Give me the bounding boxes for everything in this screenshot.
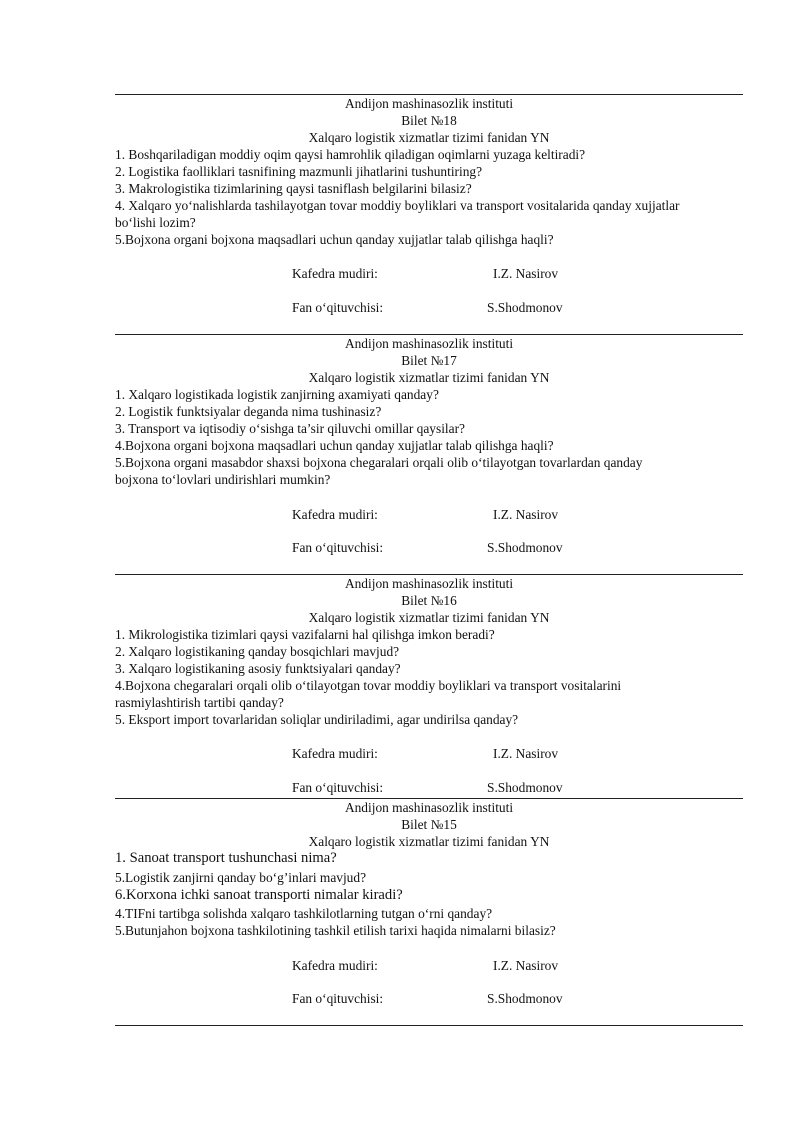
teacher-label: Fan o‘qituvchisi: [292,540,384,555]
teacher-name: S.Shodmonov [487,540,563,555]
teacher-name: S.Shodmonov [487,991,563,1006]
question-line: 5.Bojxona organi masabdor shaxsi bojxona chegaralari orqali olib o‘tilayotgan tovarlardan qanday [115,455,643,470]
question-line: 1. Sanoat transport tushunchasi nima? [115,850,337,866]
question-line: 1. Xalqaro logistikada logistik zanjirning axamiyati qanday? [115,387,439,402]
head-of-department-name: I.Z. Nasirov [493,746,559,761]
question-line: 3. Xalqaro logistikaning asosiy funktsiyalari qanday? [115,661,401,676]
question-line: 3. Makrologistika tizimlarining qaysi tasniflash belgilarini bilasiz? [115,181,472,196]
head-of-department-name: I.Z. Nasirov [493,507,559,522]
institute-name: Andijon mashinasozlik instituti [344,336,514,351]
ticket-separator [115,1025,743,1026]
ticket-number: Bilet №16 [401,593,457,608]
head-of-department-label: Kafedra mudiri: [292,266,378,281]
institute-name: Andijon mashinasozlik instituti [344,576,514,591]
head-of-department-name: I.Z. Nasirov [493,958,559,973]
question-line: 3. Transport va iqtisodiy o‘sishga ta’sir qiluvchi omillar qaysilar? [115,421,465,436]
question-line: 2. Logistik funktsiyalar deganda nima tushinasiz? [115,404,382,419]
teacher-label: Fan o‘qituvchisi: [292,300,384,315]
question-line: 5.Logistik zanjirni qanday bo‘g’inlari mavjud? [115,870,367,885]
teacher-label: Fan o‘qituvchisi: [292,991,384,1006]
question-line: 2. Logistika faolliklari tasnifining mazmunli jihatlarini tushuntiring? [115,164,483,179]
question-line: 1. Boshqariladigan moddiy oqim qaysi hamrohlik qiladigan oqimlarni yuzaga keltiradi? [115,147,586,162]
question-line: bo‘lishi lozim? [115,215,196,230]
question-line: 4.TIFni tartibga solishda xalqaro tashkilotlarning tutgan o‘rni qanday? [115,906,493,921]
question-line: rasmiylashtirish tartibi qanday? [115,695,284,710]
institute-name: Andijon mashinasozlik instituti [344,96,514,111]
subject-title: Xalqaro logistik xizmatlar tizimi fanidan YN [308,130,550,145]
question-line: 6.Korxona ichki sanoat transporti nimalar kiradi? [115,887,403,903]
question-line: 1. Mikrologistika tizimlari qaysi vazifalarni hal qilishga imkon beradi? [115,627,495,642]
question-line: 5. Eksport import tovarlaridan soliqlar undiriladimi, agar undirilsa qanday? [115,712,519,727]
teacher-name: S.Shodmonov [487,300,563,315]
question-line: 4.Bojxona organi bojxona maqsadlari uchun qanday xujjatlar talab qilishga haqli? [115,438,554,453]
question-line: 5.Bojxona organi bojxona maqsadlari uchun qanday xujjatlar talab qilishga haqli? [115,232,554,247]
subject-title: Xalqaro logistik xizmatlar tizimi fanidan YN [308,370,550,385]
head-of-department-label: Kafedra mudiri: [292,958,378,973]
ticket-number: Bilet №15 [401,817,457,832]
question-line: 2. Xalqaro logistikaning qanday bosqichlari mavjud? [115,644,400,659]
head-of-department-label: Kafedra mudiri: [292,507,378,522]
head-of-department-label: Kafedra mudiri: [292,746,378,761]
subject-title: Xalqaro logistik xizmatlar tizimi fanidan YN [308,610,550,625]
ticket-number: Bilet №18 [401,113,457,128]
question-line: 5.Butunjahon bojxona tashkilotining tashkil etilish tarixi haqida nimalarni bilasiz? [115,923,556,938]
question-line: 4.Bojxona chegaralari orqali olib o‘tilayotgan tovar moddiy boyliklari va transport vositalarini [115,678,622,693]
ticket-number: Bilet №17 [401,353,457,368]
institute-name: Andijon mashinasozlik instituti [344,800,514,815]
teacher-name: S.Shodmonov [487,780,563,795]
subject-title: Xalqaro logistik xizmatlar tizimi fanidan YN [308,834,550,849]
question-line: 4. Xalqaro yo‘nalishlarda tashilayotgan tovar moddiy boyliklari va transport vositalarida qanday xujjatlar [115,198,680,213]
head-of-department-name: I.Z. Nasirov [493,266,559,281]
question-line: bojxona to‘lovlari undirishlari mumkin? [115,472,331,487]
teacher-label: Fan o‘qituvchisi: [292,780,384,795]
